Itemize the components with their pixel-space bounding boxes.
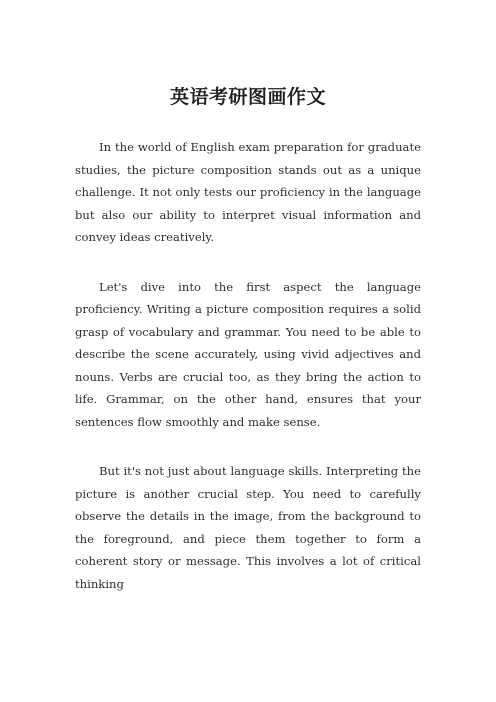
paragraph-2: Let's dive into the first aspect the language proficiency. Writing a picture composition requires a solid grasp of vocabulary and grammar. You need to be able to describe the scene accurately, using vivid adjectives and nouns. Verbs are crucial too, as they bring the action to life. Grammar, on the other hand, ensures that your sentences flow smoothly and make sense. [75,279,421,429]
document-title: 英语考研图画作文 [169,86,326,108]
document-body [75,136,421,622]
paragraph-3: But it's not just about language skills. Interpreting the picture is another crucial step. You need to carefully observe the details in the image, from the background to the foreground, and piece them together to form a coherent story or message. This involves a lot of critical thinking [75,464,421,591]
paragraph-1: In the world of English exam preparation for graduate studies, the picture composition stands out as a unique challenge. It not only tests our proficiency in the language but also our ability to interpret visual information and convey ideas creatively. [75,140,421,244]
